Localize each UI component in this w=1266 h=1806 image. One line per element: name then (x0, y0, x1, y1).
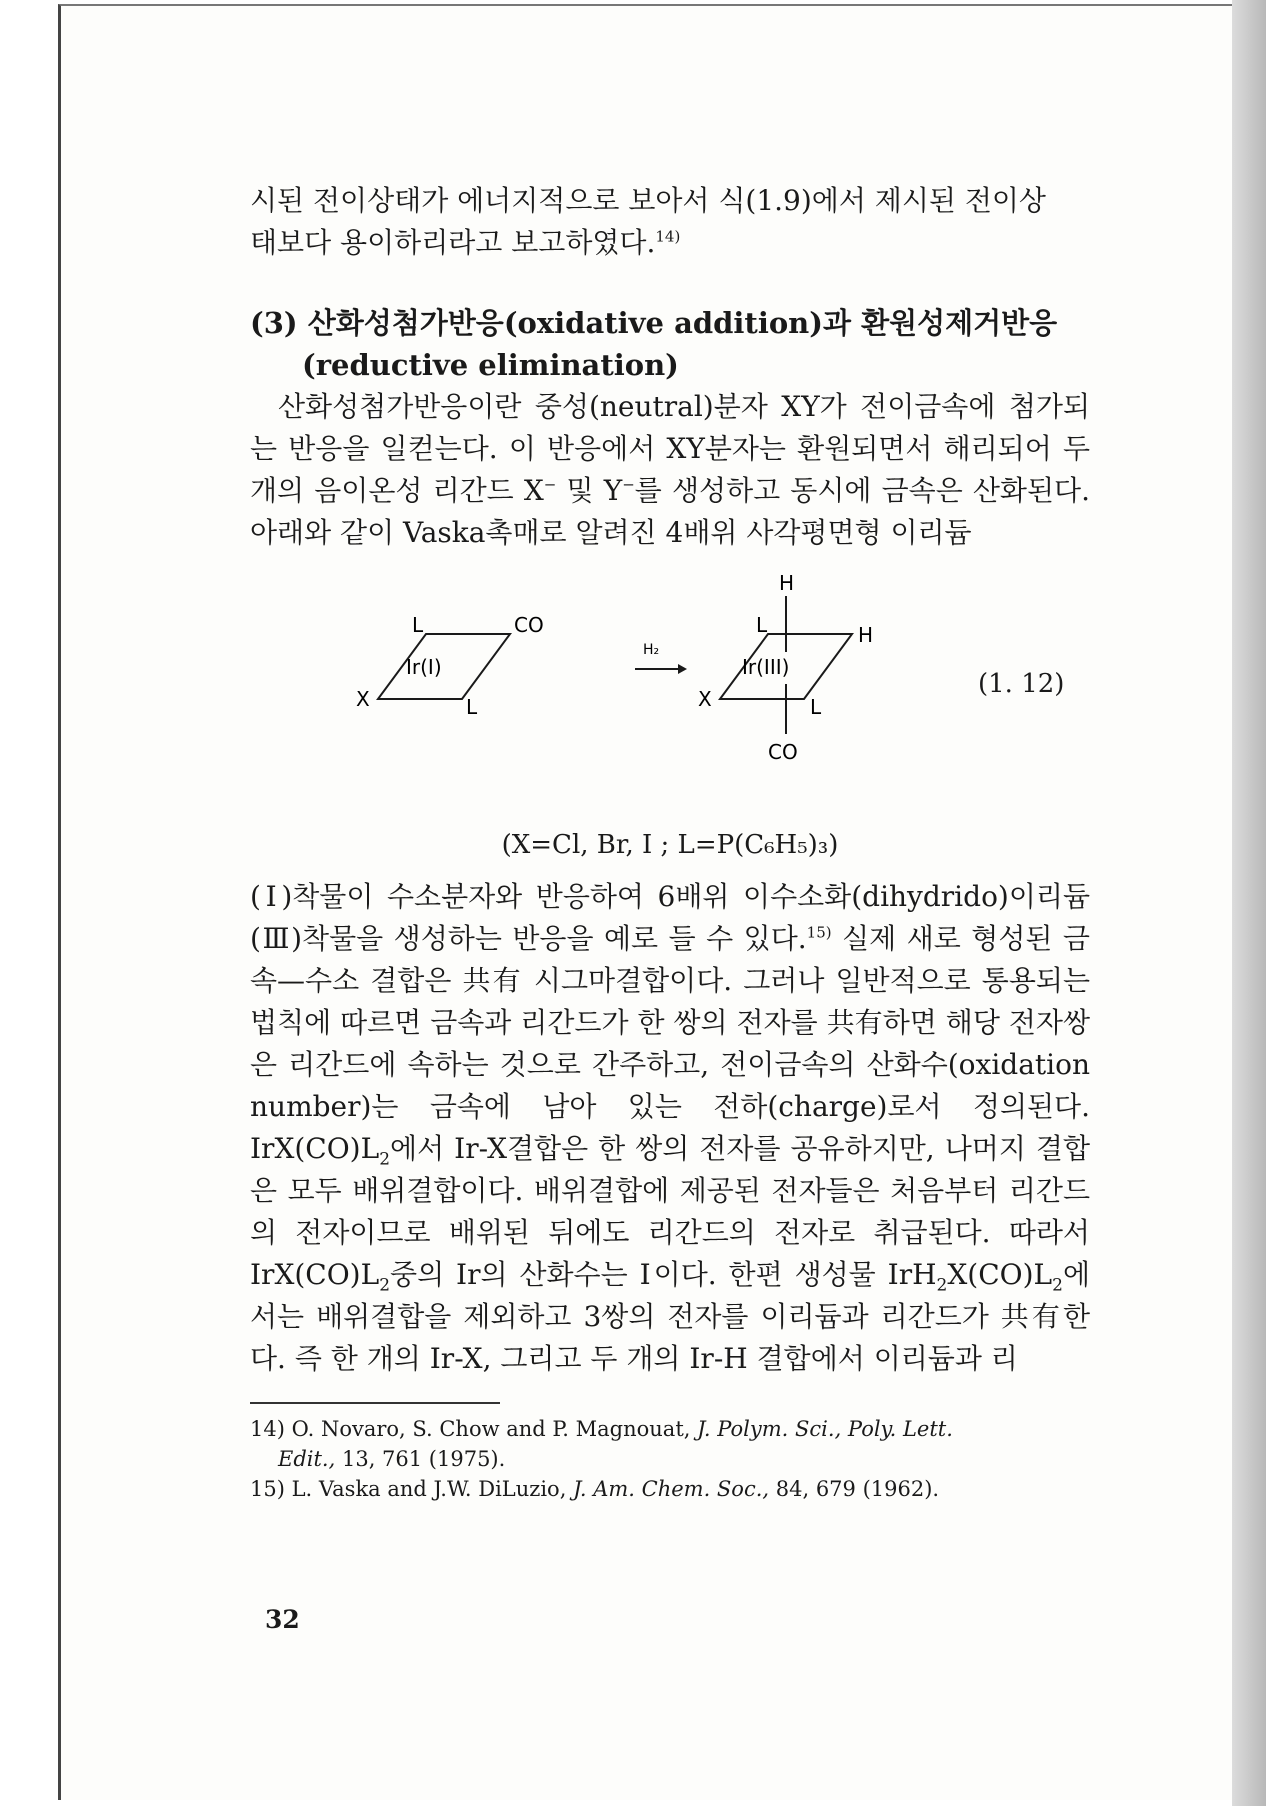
footnote-14 (250, 1414, 1090, 1474)
footnote-14-citation: 13, 761 (1975). (341, 1447, 506, 1471)
paragraph-1 (250, 180, 1090, 264)
figure-caption: (X=Cl, Br, I ; L=P(C₆H₅)₃) (501, 830, 839, 860)
subscript-2: 2 (379, 1149, 391, 1170)
footnote-14-number: 14) (250, 1417, 285, 1441)
reaction-diagram (250, 574, 1090, 824)
paragraph-1-line-2: 태보다 용이하리라고 보고하였다. (250, 226, 656, 259)
paragraph-2-text-b: 및 Y (556, 474, 623, 507)
paragraph-2-text-c: 를 생성하고 동시에 금속은 산화된다. 아래와 같이 Vaska촉매로 알려진 4배위 사각평면형 이리듐 (250, 474, 1090, 549)
left-bottom-right-label: L (466, 695, 478, 719)
minus-superscript: − (622, 475, 635, 494)
left-bottom-left-label: X (356, 687, 370, 711)
footnote-15-number: 15) (250, 1477, 285, 1501)
paragraph-3-text-b: 실제 새로 형성된 금속—수소 결합은 共有 시그마결합이다. 그러나 일반적으로 통용되는 법칙에 따르면 금속과 리간드가 한 쌍의 전자를 共有하면 해당 전자쌍은 리간드에 속하는 것으로 간주하고, 전이금속의 산화수(oxidation number)는 금속에 남아 있는 전하(charge)로서 정의된다. IrX(CO)L (250, 922, 1090, 1165)
paragraph-3 (250, 876, 1090, 1380)
footnote-15-journal: J. Am. Chem. Soc., (573, 1477, 770, 1501)
section-heading-line-1: (3) 산화성첨가반응(oxidative addition)과 환원성제거반응 (250, 306, 1058, 340)
right-top-right-label: H (858, 623, 874, 647)
section-heading (250, 302, 1090, 386)
footnote-15 (250, 1474, 1090, 1504)
subscript-2: 2 (1052, 1275, 1063, 1296)
page-content (250, 180, 1090, 1504)
footnote-divider (250, 1402, 500, 1404)
paragraph-2 (250, 386, 1090, 554)
footnote-ref-14[interactable]: 14) (655, 227, 681, 246)
paragraph-3-text-d: 중의 Ir의 산화수는 Ⅰ이다. 한편 생성물 IrH (390, 1258, 937, 1291)
right-bottom-left-label: X (698, 687, 712, 711)
minus-superscript: − (543, 475, 557, 494)
right-top-label: H (779, 574, 795, 595)
page-number: 32 (265, 1605, 300, 1634)
paragraph-3-text-e: X(CO)L (947, 1258, 1053, 1291)
paragraph-1-line-1: 시된 전이상태가 에너지적으로 보아서 식(1.9)에서 제시된 전이상 (250, 184, 1046, 217)
section-heading-line-2: (reductive elimination) (302, 348, 679, 382)
left-top-left-label: L (412, 613, 424, 637)
footnote-15-citation: 84, 679 (1962). (775, 1477, 940, 1501)
footnote-14-authors: O. Novaro, S. Chow and P. Magnouat, (291, 1417, 691, 1441)
footnote-14-journal: J. Polym. Sci., Poly. Lett. (697, 1417, 953, 1441)
subscript-2: 2 (379, 1275, 391, 1296)
footnote-14-journal-cont: Edit., (278, 1447, 336, 1471)
right-bottom-right-label: L (810, 695, 822, 719)
paragraph-2-text-a: 산화성첨가반응이란 중성(neutral)분자 XY가 전이금속에 첨가되는 반응을 일컫는다. 이 반응에서 XY분자는 환원되면서 해리되어 두 개의 음이온성 리간드 X (250, 390, 1090, 507)
page-edge-shadow (1232, 0, 1266, 1806)
paragraph-3-text-f: 에서는 배위결합을 제외하고 3쌍의 전자를 이리듐과 리간드가 共有한다. 즉 한 개의 Ir-X, 그리고 두 개의 Ir-H 결합에서 이리듐과 리 (250, 1258, 1090, 1375)
left-center-label: Ir(I) (406, 655, 442, 679)
left-top-right-label: CO (514, 613, 544, 637)
footnote-15-authors: L. Vaska and J.W. DiLuzio, (291, 1477, 567, 1501)
right-top-left-label: L (756, 613, 768, 637)
reaction-arrow-head (678, 664, 687, 674)
paragraph-3-text-a: (Ⅰ)착물이 수소분자와 반응하여 6배위 이수소화(dihydrido)이리듐(Ⅲ)착물을 생성하는 반응을 예로 들 수 있다. (250, 880, 1090, 955)
square-plane-left (378, 634, 510, 699)
paragraph-3-text-c: 에서 Ir-X결합은 한 쌍의 전자를 공유하지만, 나머지 결합은 모두 배위결합이다. 배위결합에 제공된 전자들은 처음부터 리간드의 전자이므로 배위된 뒤에도 리간드의 전자로 취급된다. 따라서 IrX(CO)L (250, 1132, 1090, 1291)
right-bottom-label: CO (768, 740, 798, 764)
equation-number: (1. 12) (978, 669, 1065, 699)
subscript-2: 2 (936, 1275, 948, 1296)
arrow-label: H₂ (643, 642, 660, 658)
reaction-figure (250, 574, 1090, 824)
footnote-ref-15[interactable]: 15) (806, 923, 832, 942)
right-center-label: Ir(III) (742, 655, 790, 679)
